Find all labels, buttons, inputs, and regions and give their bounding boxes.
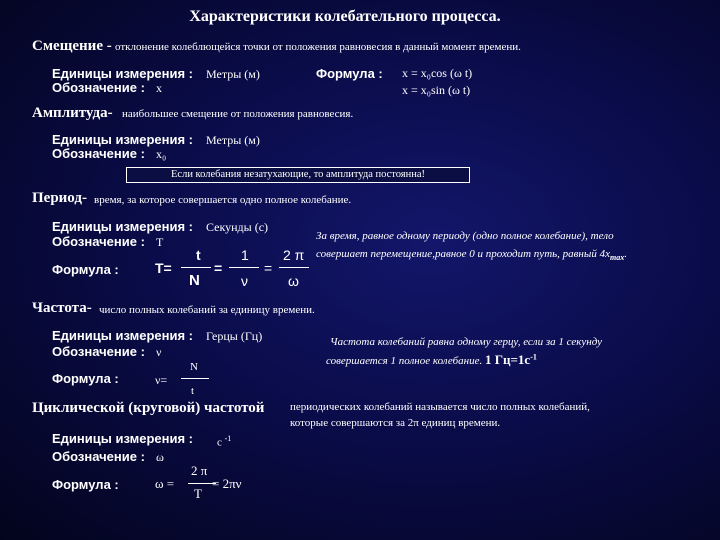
frequency-formula-label: Формула :: [52, 371, 119, 386]
period-units-label: Единицы измерения :: [52, 219, 193, 234]
cyclic-symbol-label: Обозначение :: [52, 449, 145, 464]
amplitude-symbol-label: Обозначение :: [52, 146, 145, 161]
period-eq1: =: [214, 260, 223, 276]
period-frac1-den: N: [189, 272, 200, 289]
displacement-units-value: Метры (м): [206, 67, 260, 81]
displacement-definition: отклонение колеблющейся точки от положения равновесия в данный момент времени.: [115, 41, 521, 53]
period-frac1-num: t: [196, 247, 201, 263]
displacement-symbol-label: Обозначение :: [52, 80, 145, 95]
amplitude-definition: наибольшее смещение от положения равновесия.: [122, 108, 354, 120]
frequency-symbol-value: ν: [156, 345, 162, 359]
displacement-units-label: Единицы измерения :: [52, 66, 193, 81]
amplitude-units-label: Единицы измерения :: [52, 132, 193, 147]
frequency-units-value: Герцы (Гц): [206, 329, 263, 343]
period-units-value: Секунды (с): [206, 220, 269, 234]
cyclic-frac-num: 2 π: [191, 463, 208, 478]
period-frac2-den: ν: [241, 273, 248, 289]
displacement-term: Смещение -: [32, 38, 112, 54]
period-frac3-line: [279, 267, 309, 268]
cyclic-units-label: Единицы измерения :: [52, 431, 193, 446]
period-note-line2: совершает перемещение,равное 0 и проходит путь, равный $4x_{max}$.: [316, 248, 627, 263]
amplitude-note: Если колебания незатухающие, то амплитуда постоянна!: [171, 169, 425, 180]
displacement-formula-sin: x = x₀sin (ω t): [402, 83, 471, 97]
frequency-term: Частота-: [32, 300, 92, 316]
amplitude-units-value: Метры (м): [206, 133, 260, 147]
cyclic-formula-lhs: ω =: [155, 476, 175, 491]
frequency-frac-num: N: [190, 361, 198, 373]
frequency-note-formula: 1 Гц=1с: [485, 352, 531, 367]
cyclic-definition-line2: которые совершаются за 2π единиц времени.: [290, 417, 501, 429]
frequency-note-line2: совершается 1 полное колебание. 1 $Гц=1с^{-1}$: [326, 352, 537, 367]
cyclic-definition-line1: периодических колебаний называется число полных колебаний,: [290, 401, 590, 413]
amplitude-symbol-value: x₀: [156, 147, 167, 161]
period-symbol-label: Обозначение :: [52, 234, 145, 249]
cyclic-symbol-value: ω: [156, 450, 164, 464]
frequency-symbol-label: Обозначение :: [52, 344, 145, 359]
period-symbol-value: T: [156, 235, 164, 249]
cyclic-formula-rhs: = 2πν: [212, 476, 242, 491]
frequency-formula-lhs: ν=: [155, 373, 168, 387]
page-title: Характеристики колебательного процесса.: [189, 8, 501, 25]
cyclic-term: Циклической (круговой) частотой: [32, 400, 265, 416]
period-eq2: =: [264, 260, 273, 276]
cyclic-frac-den: T: [194, 486, 202, 501]
frequency-frac-den: t: [191, 385, 195, 397]
period-note-sub: max: [609, 253, 625, 263]
displacement-formula-cos: x = x₀cos (ω t): [402, 66, 473, 80]
amplitude-note-box: [126, 167, 470, 183]
frequency-units-label: Единицы измерения :: [52, 328, 193, 343]
period-frac2-line: [229, 267, 259, 268]
frequency-note-sup: -1: [530, 352, 537, 362]
period-frac1-line: [181, 267, 211, 268]
period-note-end: .: [624, 248, 627, 260]
frequency-frac-line: [181, 378, 209, 379]
period-frac2-num: 1: [241, 247, 249, 263]
period-definition: время, за которое совершается одно полное колебание.: [94, 194, 352, 206]
frequency-note-line1: Частота колебаний равна одному герцу, если за 1 секунду: [330, 336, 603, 348]
period-frac3-num: 2 π: [283, 247, 305, 263]
period-note-line1: За время, равное одному периоду (одно полное колебание), тело: [316, 230, 614, 242]
period-formula-lhs: T=: [155, 260, 172, 276]
displacement-symbol-value: x: [156, 81, 162, 95]
period-term: Период-: [32, 190, 87, 206]
cyclic-units-sup: -1: [224, 434, 232, 443]
period-frac3-den: ω: [288, 273, 299, 289]
period-formula-label: Формула :: [52, 262, 119, 277]
displacement-formula-label: Формула :: [316, 66, 383, 81]
cyclic-units-value: с $^{-1}$: [217, 434, 232, 449]
amplitude-term: Амплитуда-: [32, 105, 113, 121]
frequency-definition: число полных колебаний за единицу времени.: [99, 304, 315, 316]
cyclic-formula-label: Формула :: [52, 477, 119, 492]
